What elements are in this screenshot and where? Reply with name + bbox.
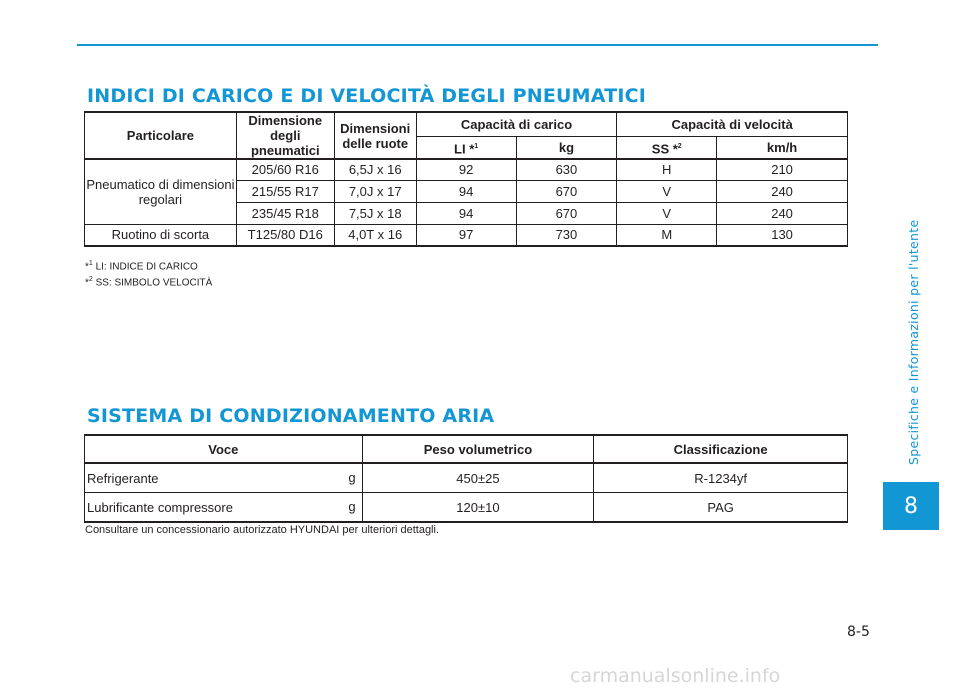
page-number: 8-5 <box>847 624 870 640</box>
header-peso: Peso volumetrico <box>362 435 594 463</box>
speed-symbol: V <box>617 180 717 202</box>
header-classificazione: Classificazione <box>594 435 848 463</box>
top-rule <box>77 44 878 46</box>
header-capacita-carico: Capacità di carico <box>416 112 617 136</box>
ac-item-lubrificante: Lubrificante compressore g <box>85 493 363 523</box>
load-kg: 630 <box>516 159 617 180</box>
load-index: 94 <box>416 202 516 224</box>
spare-tire-label: Ruotino di scorta <box>85 224 237 246</box>
tire-size: 215/55 R17 <box>236 180 334 202</box>
load-kg: 730 <box>516 224 617 246</box>
tires-section-title: INDICI DI CARICO E DI VELOCITÀ DEGLI PNEUMATICI <box>87 85 647 107</box>
load-kg: 670 <box>516 202 617 224</box>
speed-symbol: V <box>617 202 717 224</box>
header-ss: SS *$^2$ <box>617 136 717 159</box>
header-voce: Voce <box>85 435 363 463</box>
load-index: 94 <box>416 180 516 202</box>
speed-symbol: H <box>617 159 717 180</box>
ac-table <box>84 434 848 523</box>
wheel-size: 7,5J x 18 <box>334 202 416 224</box>
chapter-tab <box>883 482 939 530</box>
load-index: 92 <box>416 159 516 180</box>
watermark: carmanualsonline.info <box>570 665 781 687</box>
ac-section-title: SISTEMA DI CONDIZIONAMENTO ARIA <box>87 405 495 427</box>
header-kg: kg <box>516 136 617 159</box>
header-kmh: km/h <box>717 136 848 159</box>
chapter-title: Specifiche e Informazioni per l'utente <box>906 219 921 465</box>
wheel-size: 6,5J x 16 <box>334 159 416 180</box>
header-li: LI *$^1$ <box>416 136 516 159</box>
ac-classificazione: R-1234yf <box>594 463 848 493</box>
footnote-li: *$^1$ LI: INDICE DI CARICO <box>85 260 198 273</box>
wheel-size: 7,0J x 17 <box>334 180 416 202</box>
speed-kmh: 130 <box>717 224 848 246</box>
tire-size: 205/60 R16 <box>236 159 334 180</box>
ac-item-refrigerante: Refrigerante g <box>85 463 363 493</box>
footnote-ss: *$^2$ SS: SIMBOLO VELOCITÀ <box>85 276 213 289</box>
load-index: 97 <box>416 224 516 246</box>
header-dimensioni-ruote: Dimensioni delle ruote <box>334 112 416 159</box>
header-capacita-velocita: Capacità di velocità <box>617 112 848 136</box>
wheel-size: 4,0T x 16 <box>334 224 416 246</box>
header-particolare: Particolare <box>85 112 237 159</box>
chapter-number: 8 <box>904 493 918 519</box>
speed-kmh: 210 <box>717 159 848 180</box>
regular-tire-label: Pneumatico di dimensioni regolari <box>85 159 237 224</box>
speed-symbol: M <box>617 224 717 246</box>
tire-size: T125/80 D16 <box>236 224 334 246</box>
ac-classificazione: PAG <box>594 493 848 523</box>
tire-size: 235/45 R18 <box>236 202 334 224</box>
header-dimensione: Dimensione degli pneumatici <box>236 112 334 159</box>
ac-peso: 450±25 <box>362 463 594 493</box>
dealer-note: Consultare un concessionario autorizzato HYUNDAI per ulteriori dettagli. <box>85 524 440 536</box>
ac-peso: 120±10 <box>362 493 594 523</box>
speed-kmh: 240 <box>717 202 848 224</box>
load-kg: 670 <box>516 180 617 202</box>
tire-table <box>84 111 848 247</box>
speed-kmh: 240 <box>717 180 848 202</box>
footnotes <box>85 257 212 290</box>
